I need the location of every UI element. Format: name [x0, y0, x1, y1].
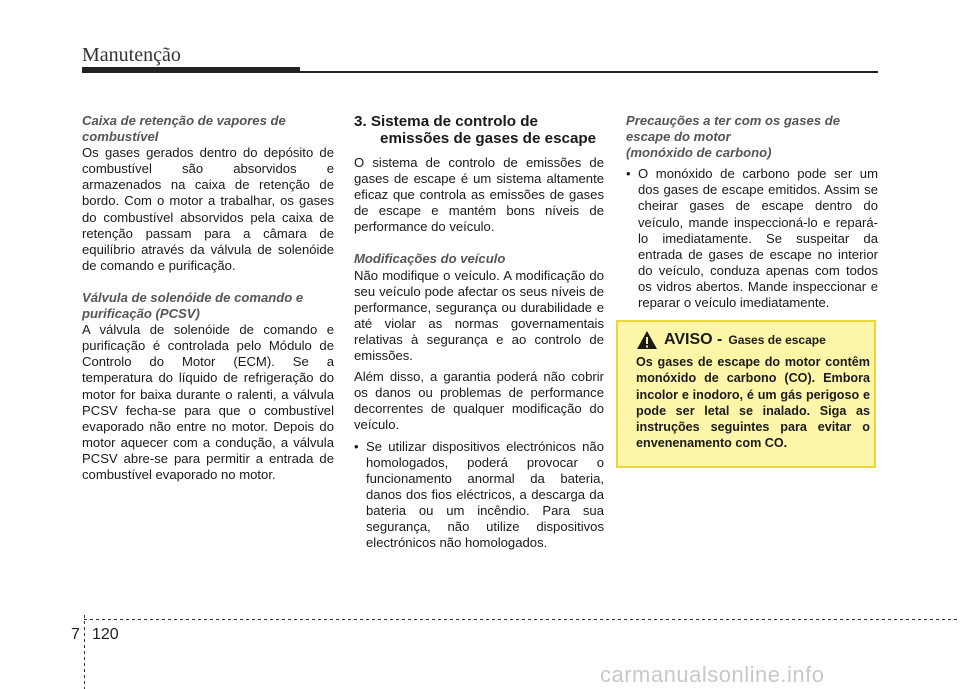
watermark: carmanualsonline.info: [600, 662, 825, 687]
warning-header: [636, 330, 826, 350]
warning-subtitle: Gases de escape: [728, 333, 826, 347]
chapter-number: 7: [71, 626, 80, 643]
heading-exhaust-precautions-sub: (monóxido de carbono): [626, 145, 772, 161]
heading-fuel-vapor-canister: Caixa de retenção de vapores de combustível: [82, 113, 286, 145]
page-number: 120: [92, 626, 119, 643]
column-middle: [354, 113, 604, 551]
paragraph-fuel-vapor-canister: Os gases gerados dentro do depósito de combustível são absorvidos e armazenados na caixa de retenção de bordo. Com o motor a trabalhar, os gases do combustível absorvidos pela caixa de retenção passam para a câmara de equilíbrio através da válvula de solenóide de comando e purificação.: [82, 145, 334, 273]
list-item: [626, 166, 878, 311]
list-item: [354, 439, 604, 552]
paragraph-emission-intro: O sistema de controlo de emissões de gases de escape é um sistema altamente eficaz que controla as emissões de gases de escape e mantém bons níveis de performance do veículo.: [354, 155, 604, 235]
paragraph-modifications-1: Não modifique o veículo. A modificação do seu veículo pode afectar os seus níveis de performance, segurança ou durabilidade e até violar as normas governamentais relativas à segurança e ao controlo de emissões.: [354, 267, 604, 364]
bullet-icon: •: [354, 438, 359, 454]
heading-emission-control-system: 3. Sistema de controlo de emissões de gases de escape: [354, 113, 597, 147]
column-right: [626, 113, 878, 311]
bullet-text-electronic-devices: Se utilizar dispositivos electrónicos não homologados, poderá provocar o funcionamento anormal da bateria, danos dos fios eléctricos, a descarga da bateria ou um incêndio. Para sua segurança, não utilize dispositivos electrónicos não homologados.: [366, 438, 604, 551]
column-left: [82, 113, 334, 483]
heading-vehicle-modifications: Modificações do veículo: [354, 251, 506, 267]
footer-vertical-divider: [84, 615, 85, 689]
warning-label: AVISO -: [664, 331, 723, 348]
heading-pcsv: Válvula de solenóide de comando e purificação (PCSV): [82, 289, 304, 322]
footer-horizontal-divider: [84, 619, 960, 620]
header-divider-thin: [300, 71, 878, 73]
bullet-icon: •: [626, 166, 631, 182]
warning-text: Os gases de escape do motor contêm monóxido de carbono (CO). Embora incolor e inodoro, é um gás perigoso e pode ser letal se inalado. Siga as instruções seguintes para evitar o envenenamento com CO.: [636, 355, 870, 451]
warning-box: [616, 320, 876, 468]
paragraph-modifications-2: Além disso, a garantia poderá não cobrir os danos ou problemas de performance decorrentes de qualquer modificação do veículo.: [354, 369, 604, 433]
paragraph-pcsv: A válvula de solenóide de comando e purificação é controlada pelo Módulo de Controlo do Motor (ECM). Se a temperatura do líquido de refrigeração do motor for baixa durante o ralenti, a válvula PCSV fecha-se para que o combustível evaporado não entre no motor. Depois do motor aquecer com a condução, a válvula PCSV abre-se para permitir a entrada de combustível evaporado no motor.: [82, 322, 334, 482]
bullet-text-carbon-monoxide: O monóxido de carbono pode ser um dos gases de escape emitidos. Assim se cheirar gases de escape dentro do veículo, mande inspeccioná-lo e repará-lo imediatamente. Se suspeitar da entrada de gases de escape no interior do veículo, conduza apenas com todos os vidros abertos. Mande inspeccionar e reparar o veículo imediatamente.: [638, 166, 878, 311]
page-section-title: Manutenção: [82, 44, 181, 66]
heading-exhaust-precautions: Precauções a ter com os gases de escape do motor: [626, 113, 840, 145]
header-divider-thick: [82, 67, 300, 73]
warning-triangle-icon: [636, 330, 658, 350]
